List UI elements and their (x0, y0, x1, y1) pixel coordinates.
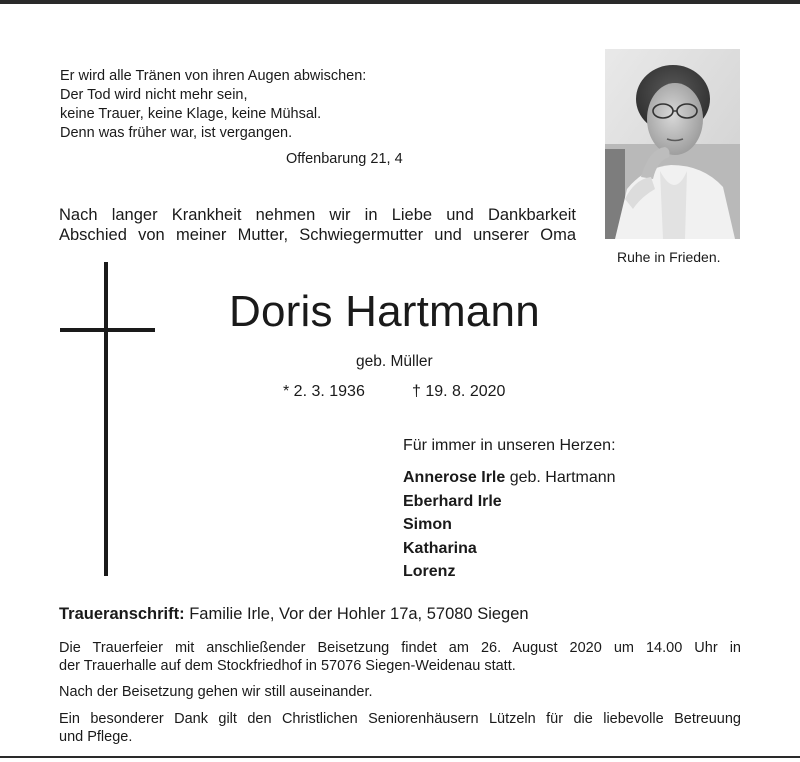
mourner-entry (403, 560, 616, 584)
mourner-entry (403, 466, 616, 490)
mourner-name: Eberhard Irle (403, 492, 502, 510)
verse-line: Denn was früher war, ist vergangen. (60, 125, 293, 141)
mourner-entry (403, 513, 616, 537)
mourner-entry (403, 537, 616, 561)
deceased-name: Doris Hartmann (229, 287, 540, 336)
mourner-entry (403, 490, 616, 514)
verse-reference: Offenbarung 21, 4 (286, 151, 403, 167)
address-label: Traueranschrift: (59, 605, 185, 623)
cross-horizontal-bar (60, 328, 155, 332)
portrait-image (605, 49, 740, 239)
bottom-border (0, 756, 800, 758)
mourning-address (59, 605, 529, 624)
birth-date: * 2. 3. 1936 (283, 383, 365, 400)
maiden-name: geb. Müller (356, 353, 433, 370)
intro-line: Abschied von meiner Mutter, Schwiegermutter und unserer Oma (59, 226, 576, 244)
mourners-list (403, 466, 616, 584)
mourners-heading: Für immer in unseren Herzen: (403, 437, 616, 454)
address-text: Familie Irle, Vor der Hohler 17a, 57080 Siegen (184, 605, 529, 623)
bible-verse (60, 67, 366, 143)
mourner-suffix: geb. Hartmann (505, 469, 616, 486)
verse-line: Der Tod wird nicht mehr sein, (60, 87, 248, 103)
thanks-line: und Pflege. (59, 729, 133, 745)
cross-vertical-bar (104, 262, 108, 576)
verse-line: Er wird alle Tränen von ihren Augen abwischen: (60, 68, 367, 84)
funeral-info (59, 639, 741, 675)
funeral-info-line: Die Trauerfeier mit anschließender Beisetzung findet am 26. August 2020 um 14.00 Uhr in (59, 640, 741, 656)
after-burial-text: Nach der Beisetzung gehen wir still auseinander. (59, 684, 373, 700)
thanks-line: Ein besonderer Dank gilt den Christlichen Seniorenhäusern Lützeln für die liebevolle Betreuung (59, 711, 741, 727)
after-burial-note (59, 683, 741, 701)
thanks-note (59, 710, 741, 746)
photo-caption: Ruhe in Frieden. (617, 249, 721, 265)
mourner-name: Katharina (403, 539, 477, 557)
death-date: † 19. 8. 2020 (412, 383, 506, 400)
intro-line: Nach langer Krankheit nehmen wir in Liebe und Dankbarkeit (59, 206, 576, 224)
funeral-info-line: der Trauerhalle auf dem Stockfriedhof in 57076 Siegen-Weidenau statt. (59, 658, 516, 674)
top-border (0, 0, 800, 4)
verse-line: keine Trauer, keine Klage, keine Mühsal. (60, 106, 322, 122)
mourner-name: Annerose Irle (403, 469, 506, 486)
portrait-photo (605, 49, 740, 239)
intro-text (59, 205, 576, 245)
mourner-name: Lorenz (403, 563, 456, 580)
mourner-name: Simon (403, 516, 452, 533)
